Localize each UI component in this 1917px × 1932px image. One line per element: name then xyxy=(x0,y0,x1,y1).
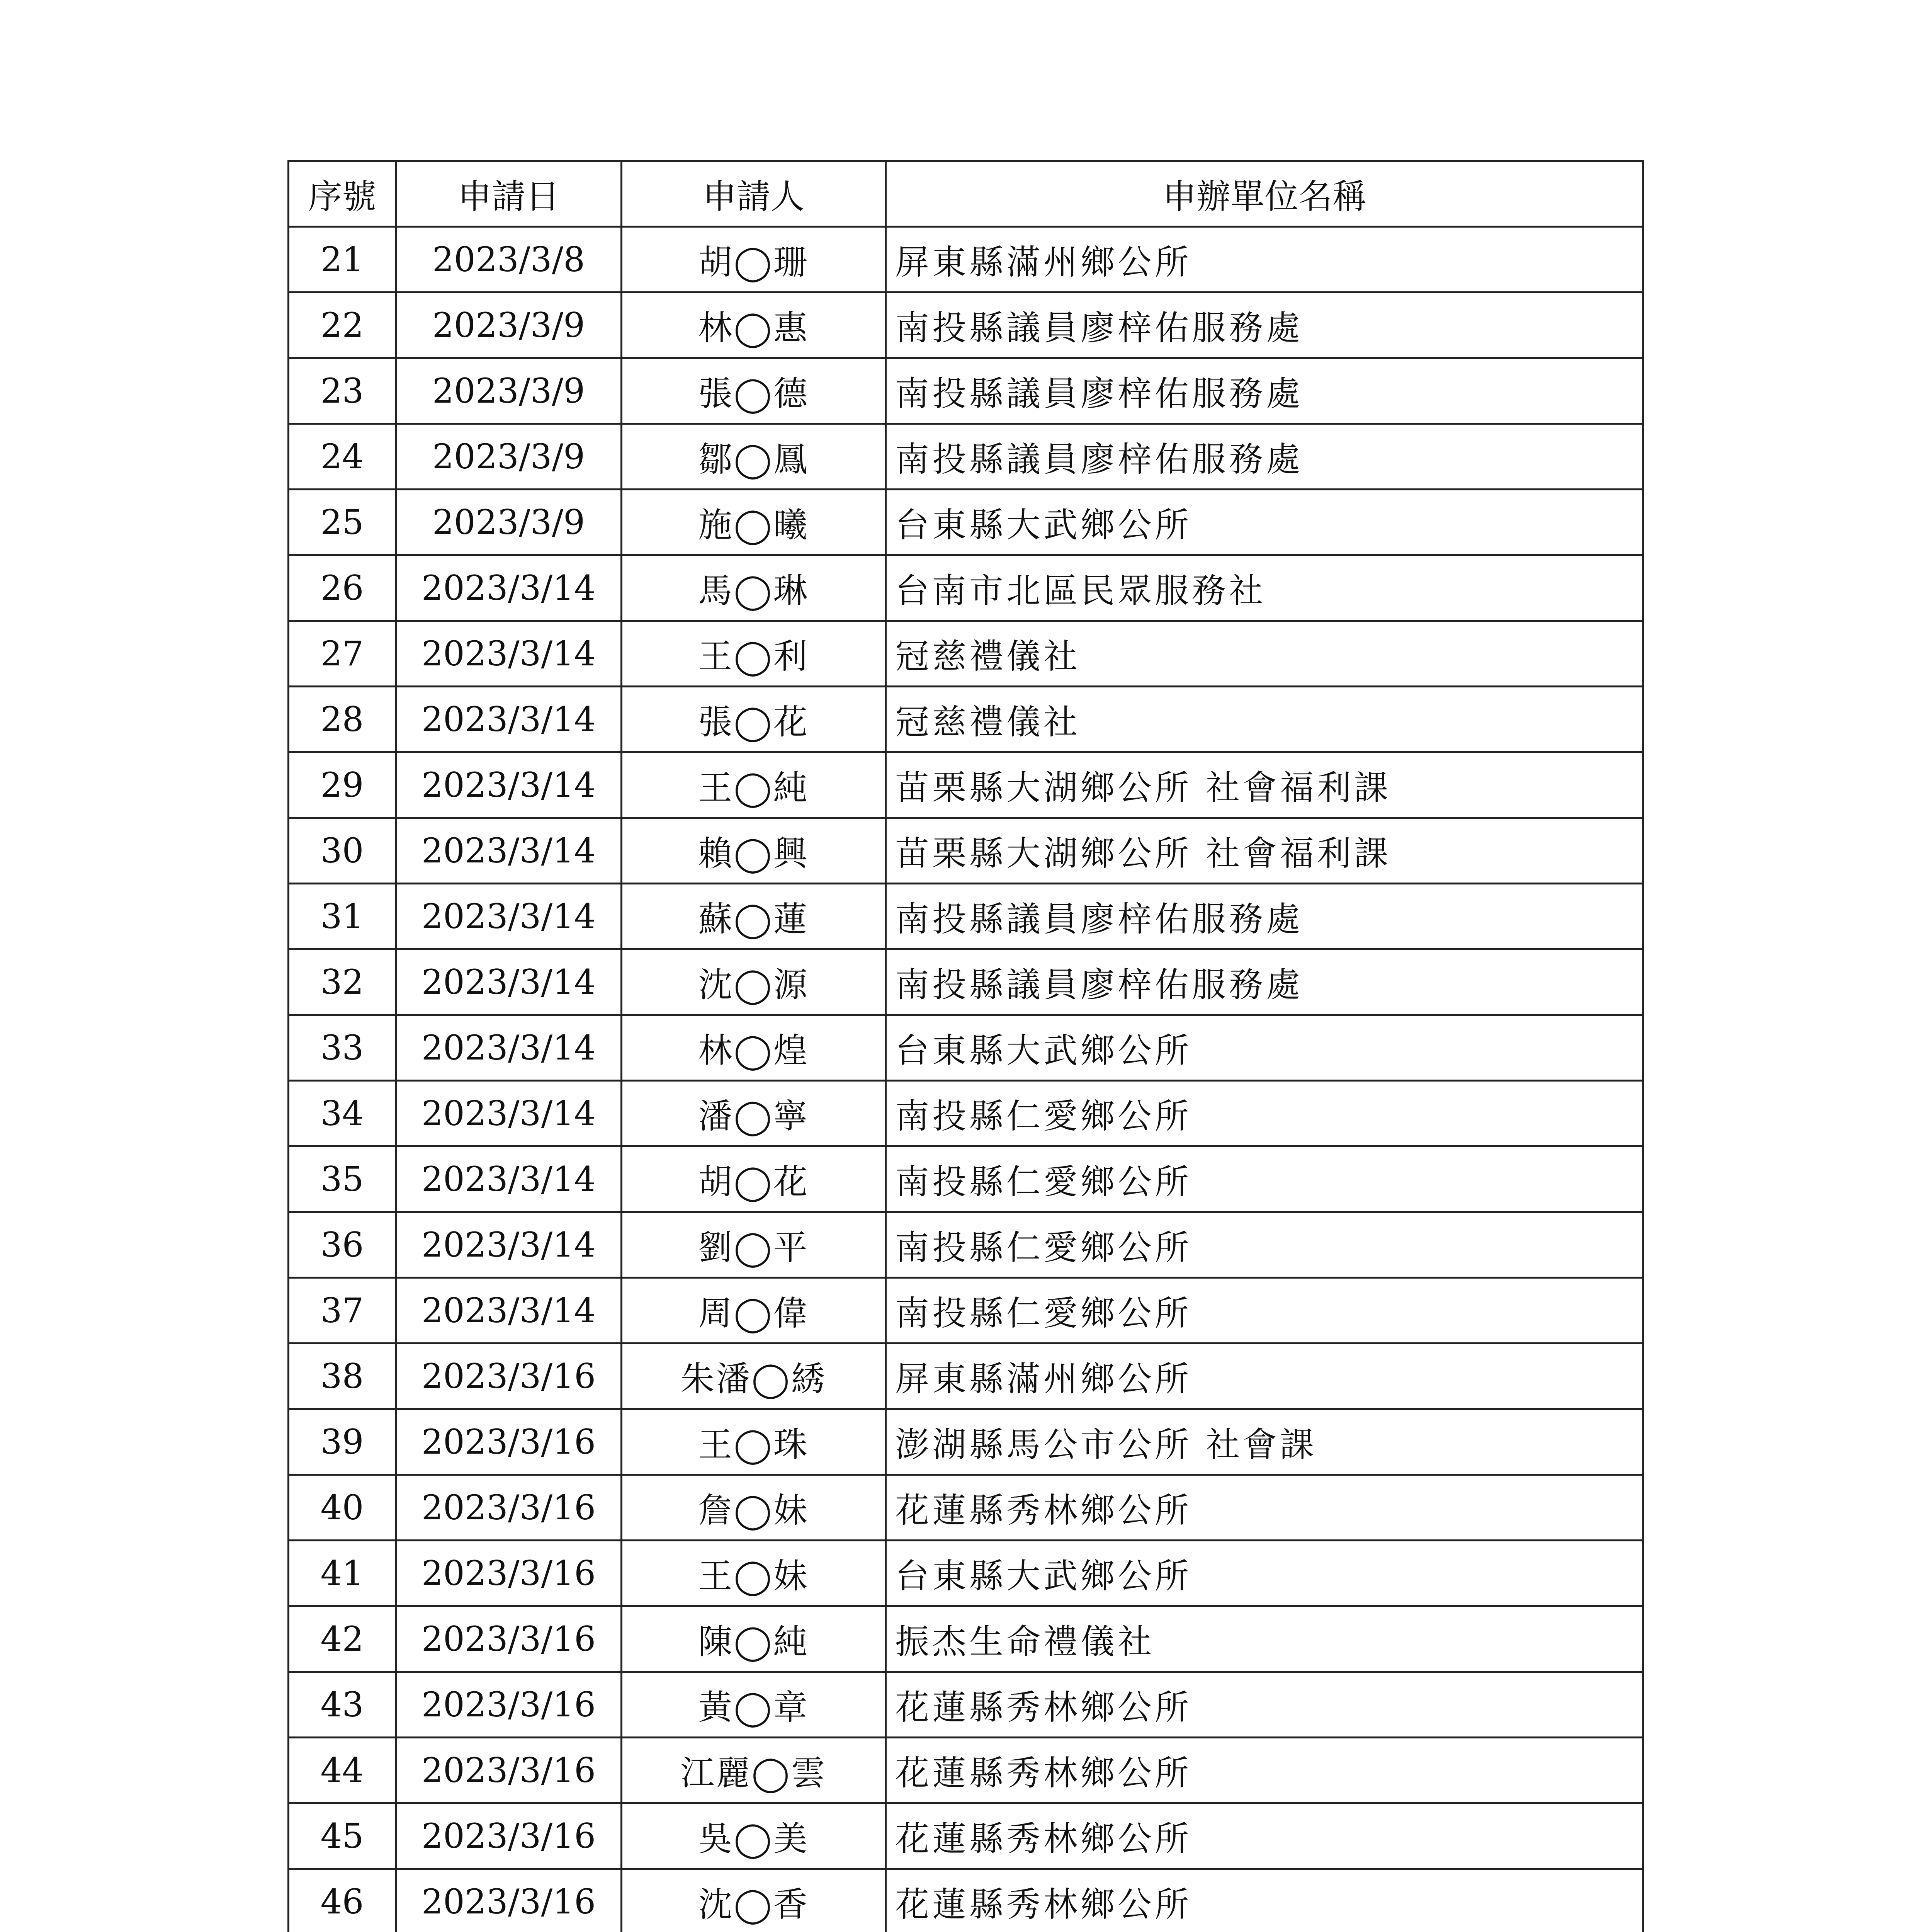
application-date-cell: 2023/3/14 xyxy=(396,1278,622,1344)
serial-number-cell: 26 xyxy=(289,555,396,621)
organization-name-cell: 南投縣議員廖梓佑服務處 xyxy=(886,949,1643,1015)
table-row xyxy=(289,1015,1643,1081)
serial-number-cell: 28 xyxy=(289,687,396,752)
applicant-name-cell: 吳◯美 xyxy=(622,1803,886,1869)
table-row xyxy=(289,1475,1643,1541)
serial-number-cell: 40 xyxy=(289,1475,396,1541)
application-date-cell: 2023/3/16 xyxy=(396,1803,622,1869)
serial-number-cell: 38 xyxy=(289,1344,396,1409)
applicant-name-cell: 劉◯平 xyxy=(622,1212,886,1278)
organization-name-cell: 花蓮縣秀林鄉公所 xyxy=(886,1869,1643,1932)
header-serial-number: 序號 xyxy=(289,161,396,227)
table-row xyxy=(289,752,1643,818)
table-row xyxy=(289,1869,1643,1932)
organization-name-cell: 台東縣大武鄉公所 xyxy=(886,1015,1643,1081)
applicant-name-cell: 張◯德 xyxy=(622,358,886,424)
application-date-cell: 2023/3/16 xyxy=(396,1869,622,1932)
applicant-name-cell: 陳◯純 xyxy=(622,1606,886,1672)
application-date-cell: 2023/3/16 xyxy=(396,1409,622,1475)
organization-name-cell: 台南市北區民眾服務社 xyxy=(886,555,1643,621)
applicant-name-cell: 朱潘◯綉 xyxy=(622,1344,886,1409)
organization-name-cell: 南投縣議員廖梓佑服務處 xyxy=(886,358,1643,424)
table-row xyxy=(289,949,1643,1015)
applicant-name-cell: 王◯妹 xyxy=(622,1541,886,1606)
applicant-name-cell: 黃◯章 xyxy=(622,1672,886,1738)
table-row xyxy=(289,424,1643,490)
application-date-cell: 2023/3/8 xyxy=(396,227,622,293)
organization-name-cell: 屏東縣滿州鄉公所 xyxy=(886,1344,1643,1409)
table-row xyxy=(289,1212,1643,1278)
applicant-name-cell: 林◯煌 xyxy=(622,1015,886,1081)
organization-name-cell: 南投縣仁愛鄉公所 xyxy=(886,1081,1643,1146)
applicant-name-cell: 江麗◯雲 xyxy=(622,1738,886,1803)
serial-number-cell: 25 xyxy=(289,490,396,555)
serial-number-cell: 29 xyxy=(289,752,396,818)
table-row xyxy=(289,1738,1643,1803)
application-date-cell: 2023/3/16 xyxy=(396,1475,622,1541)
application-date-cell: 2023/3/9 xyxy=(396,293,622,358)
serial-number-cell: 23 xyxy=(289,358,396,424)
organization-name-cell: 苗栗縣大湖鄉公所 社會福利課 xyxy=(886,752,1643,818)
serial-number-cell: 36 xyxy=(289,1212,396,1278)
application-date-cell: 2023/3/14 xyxy=(396,949,622,1015)
table-row xyxy=(289,293,1643,358)
table-row xyxy=(289,1278,1643,1344)
applicant-name-cell: 沈◯香 xyxy=(622,1869,886,1932)
organization-name-cell: 花蓮縣秀林鄉公所 xyxy=(886,1475,1643,1541)
header-organization-name: 申辦單位名稱 xyxy=(886,161,1643,227)
applicant-name-cell: 周◯偉 xyxy=(622,1278,886,1344)
table-header-row xyxy=(289,161,1643,227)
applicant-name-cell: 施◯曦 xyxy=(622,490,886,555)
application-date-cell: 2023/3/16 xyxy=(396,1606,622,1672)
table-row xyxy=(289,1081,1643,1146)
organization-name-cell: 花蓮縣秀林鄉公所 xyxy=(886,1738,1643,1803)
applicant-name-cell: 蘇◯蓮 xyxy=(622,884,886,949)
serial-number-cell: 43 xyxy=(289,1672,396,1738)
organization-name-cell: 台東縣大武鄉公所 xyxy=(886,1541,1643,1606)
organization-name-cell: 花蓮縣秀林鄉公所 xyxy=(886,1803,1643,1869)
serial-number-cell: 45 xyxy=(289,1803,396,1869)
table-body xyxy=(289,227,1643,1932)
table-row xyxy=(289,1146,1643,1212)
serial-number-cell: 32 xyxy=(289,949,396,1015)
serial-number-cell: 42 xyxy=(289,1606,396,1672)
organization-name-cell: 南投縣議員廖梓佑服務處 xyxy=(886,884,1643,949)
header-applicant: 申請人 xyxy=(622,161,886,227)
serial-number-cell: 30 xyxy=(289,818,396,884)
header-application-date: 申請日 xyxy=(396,161,622,227)
table-row xyxy=(289,1606,1643,1672)
organization-name-cell: 花蓮縣秀林鄉公所 xyxy=(886,1672,1643,1738)
organization-name-cell: 振杰生命禮儀社 xyxy=(886,1606,1643,1672)
application-date-cell: 2023/3/14 xyxy=(396,621,622,687)
applicant-table xyxy=(287,160,1644,1932)
application-date-cell: 2023/3/14 xyxy=(396,818,622,884)
application-date-cell: 2023/3/9 xyxy=(396,424,622,490)
applicant-name-cell: 鄒◯鳳 xyxy=(622,424,886,490)
serial-number-cell: 39 xyxy=(289,1409,396,1475)
applicant-name-cell: 王◯利 xyxy=(622,621,886,687)
table-row xyxy=(289,884,1643,949)
table-row xyxy=(289,1672,1643,1738)
applicant-name-cell: 王◯珠 xyxy=(622,1409,886,1475)
organization-name-cell: 台東縣大武鄉公所 xyxy=(886,490,1643,555)
applicant-name-cell: 林◯惠 xyxy=(622,293,886,358)
applicant-name-cell: 潘◯寧 xyxy=(622,1081,886,1146)
applicant-name-cell: 馬◯琳 xyxy=(622,555,886,621)
organization-name-cell: 南投縣仁愛鄉公所 xyxy=(886,1212,1643,1278)
organization-name-cell: 冠慈禮儀社 xyxy=(886,687,1643,752)
application-date-cell: 2023/3/16 xyxy=(396,1541,622,1606)
table-row xyxy=(289,358,1643,424)
serial-number-cell: 22 xyxy=(289,293,396,358)
applicant-name-cell: 賴◯興 xyxy=(622,818,886,884)
organization-name-cell: 南投縣仁愛鄉公所 xyxy=(886,1146,1643,1212)
serial-number-cell: 27 xyxy=(289,621,396,687)
table-row xyxy=(289,1344,1643,1409)
table-row xyxy=(289,1409,1643,1475)
applicant-name-cell: 沈◯源 xyxy=(622,949,886,1015)
organization-name-cell: 南投縣議員廖梓佑服務處 xyxy=(886,424,1643,490)
organization-name-cell: 冠慈禮儀社 xyxy=(886,621,1643,687)
application-date-cell: 2023/3/14 xyxy=(396,752,622,818)
application-date-cell: 2023/3/14 xyxy=(396,1015,622,1081)
table-row xyxy=(289,1541,1643,1606)
serial-number-cell: 46 xyxy=(289,1869,396,1932)
serial-number-cell: 33 xyxy=(289,1015,396,1081)
application-date-cell: 2023/3/14 xyxy=(396,1081,622,1146)
application-date-cell: 2023/3/9 xyxy=(396,490,622,555)
serial-number-cell: 37 xyxy=(289,1278,396,1344)
application-date-cell: 2023/3/14 xyxy=(396,1146,622,1212)
application-date-cell: 2023/3/16 xyxy=(396,1344,622,1409)
serial-number-cell: 31 xyxy=(289,884,396,949)
table-row xyxy=(289,818,1643,884)
serial-number-cell: 34 xyxy=(289,1081,396,1146)
serial-number-cell: 35 xyxy=(289,1146,396,1212)
table-row xyxy=(289,687,1643,752)
organization-name-cell: 屏東縣滿州鄉公所 xyxy=(886,227,1643,293)
organization-name-cell: 澎湖縣馬公市公所 社會課 xyxy=(886,1409,1643,1475)
organization-name-cell: 南投縣仁愛鄉公所 xyxy=(886,1278,1643,1344)
serial-number-cell: 44 xyxy=(289,1738,396,1803)
table-row xyxy=(289,621,1643,687)
serial-number-cell: 24 xyxy=(289,424,396,490)
application-date-cell: 2023/3/14 xyxy=(396,884,622,949)
applicant-name-cell: 胡◯珊 xyxy=(622,227,886,293)
serial-number-cell: 41 xyxy=(289,1541,396,1606)
application-date-cell: 2023/3/16 xyxy=(396,1738,622,1803)
table-row xyxy=(289,227,1643,293)
serial-number-cell: 21 xyxy=(289,227,396,293)
table-row xyxy=(289,555,1643,621)
organization-name-cell: 南投縣議員廖梓佑服務處 xyxy=(886,293,1643,358)
application-date-cell: 2023/3/14 xyxy=(396,555,622,621)
organization-name-cell: 苗栗縣大湖鄉公所 社會福利課 xyxy=(886,818,1643,884)
applicant-name-cell: 張◯花 xyxy=(622,687,886,752)
applicant-name-cell: 詹◯妹 xyxy=(622,1475,886,1541)
applicant-name-cell: 胡◯花 xyxy=(622,1146,886,1212)
application-date-cell: 2023/3/16 xyxy=(396,1672,622,1738)
table-row xyxy=(289,490,1643,555)
applicant-name-cell: 王◯純 xyxy=(622,752,886,818)
table-row xyxy=(289,1803,1643,1869)
application-date-cell: 2023/3/14 xyxy=(396,687,622,752)
application-date-cell: 2023/3/14 xyxy=(396,1212,622,1278)
application-date-cell: 2023/3/9 xyxy=(396,358,622,424)
